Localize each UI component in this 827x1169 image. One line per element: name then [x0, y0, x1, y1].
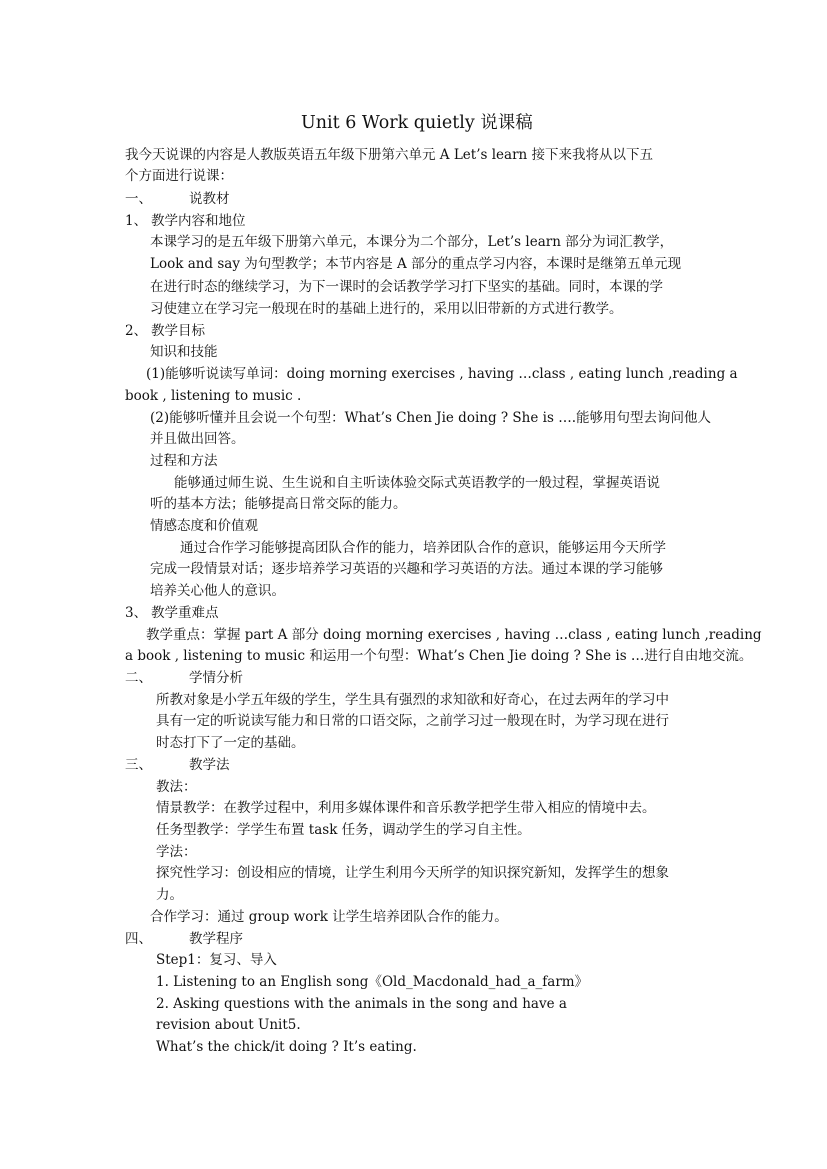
- subsection-heading: 1、 教学内容和地位: [125, 213, 246, 229]
- intro-line: 个方面进行说课：: [125, 168, 233, 184]
- paragraph-line: 教学重点：掌握 part A 部分 doing morning exercises , having …class , eating lunch ,reading: [146, 627, 762, 643]
- paragraph-line: 本课学习的是五年级下册第六单元，本课分为二个部分，Let’s learn 部分为词汇教学，: [150, 234, 674, 250]
- paragraph-line: (2)能够听懂并且会说一个句型：What’s Chen Jie doing ? She is ….能够用句型去询问他人: [150, 410, 711, 426]
- paragraph-line: revision about Unit5.: [156, 1017, 301, 1033]
- subheading: 过程和方法: [150, 453, 218, 469]
- paragraph-line: 在进行时态的继续学习，为下一课时的会话教学学习打下坚实的基础。同时，本课的学: [150, 279, 663, 295]
- step-heading: Step1：复习、导入: [156, 952, 277, 968]
- paragraph-line: Look and say 为句型教学；本节内容是 A 部分的重点学习内容，本课时是继第五单元现: [150, 256, 682, 272]
- paragraph-line: 习使建立在学习完一般现在时的基础上进行的，采用以旧带新的方式进行教学。: [150, 301, 623, 317]
- paragraph-line: 情景教学：在教学过程中，利用多媒体课件和音乐教学把学生带入相应的情境中去。: [156, 800, 656, 816]
- paragraph-line: 探究性学习：创设相应的情境，让学生利用今天所学的知识探究新知，发挥学生的想象: [156, 865, 669, 881]
- paragraph-line: 力。: [156, 887, 183, 903]
- paragraph-line: (1)能够听说读写单词：doing morning exercises , having …class , eating lunch ,reading a: [146, 366, 738, 382]
- paragraph-line: 合作学习：通过 group work 让学生培养团队合作的能力。: [150, 909, 508, 925]
- subheading: 知识和技能: [150, 344, 218, 360]
- subheading: 学法：: [156, 844, 197, 860]
- section-heading: 二、 学情分析: [125, 670, 243, 686]
- paragraph-line: 完成一段情景对话；逐步培养学习英语的兴趣和学习英语的方法。通过本课的学习能够: [150, 561, 663, 577]
- paragraph-line: 能够通过师生说、生生说和自主听读体验交际式英语教学的一般过程，掌握英语说: [174, 475, 660, 491]
- paragraph-line: 通过合作学习能够提高团队合作的能力，培养团队合作的意识，能够运用今天所学: [180, 540, 666, 556]
- section-heading: 四、 教学程序: [125, 931, 243, 947]
- subheading: 教法：: [156, 779, 197, 795]
- paragraph-line: a book , listening to music 和运用一个句型：What’s Chen Jie doing ? She is …进行自由地交流。: [125, 648, 753, 664]
- paragraph-line: 具有一定的听说读写能力和日常的口语交际，之前学习过一般现在时，为学习现在进行: [156, 713, 669, 729]
- intro-line: 我今天说课的内容是人教版英语五年级下册第六单元 A Let’s learn 接下来我将从以下五: [125, 147, 654, 163]
- subsection-heading: 2、 教学目标: [125, 323, 205, 339]
- section-heading: 一、 说教材: [125, 191, 230, 207]
- paragraph-line: What’s the chick/it doing ? It’s eating.: [156, 1039, 417, 1055]
- paragraph-line: 1. Listening to an English song《Old_Macdonald_had_a_farm》: [156, 974, 589, 990]
- paragraph-line: 所教对象是小学五年级的学生，学生具有强烈的求知欲和好奇心，在过去两年的学习中: [156, 692, 669, 708]
- paragraph-line: 2. Asking questions with the animals in the song and have a: [156, 996, 567, 1012]
- subsection-heading: 3、 教学重难点: [125, 605, 219, 621]
- paragraph-line: 时态打下了一定的基础。: [156, 735, 305, 751]
- page-title: Unit 6 Work quietly 说课稿: [301, 113, 533, 133]
- paragraph-line: 培养关心他人的意识。: [150, 583, 285, 599]
- paragraph-line: 任务型教学：学学生布置 task 任务，调动学生的学习自主性。: [156, 822, 531, 838]
- paragraph-line: 并且做出回答。: [150, 431, 245, 447]
- section-heading: 三、 教学法: [125, 757, 230, 773]
- subheading: 情感态度和价值观: [150, 518, 258, 534]
- paragraph-line: 听的基本方法；能够提高日常交际的能力。: [150, 496, 407, 512]
- paragraph-line: book , listening to music .: [125, 388, 302, 404]
